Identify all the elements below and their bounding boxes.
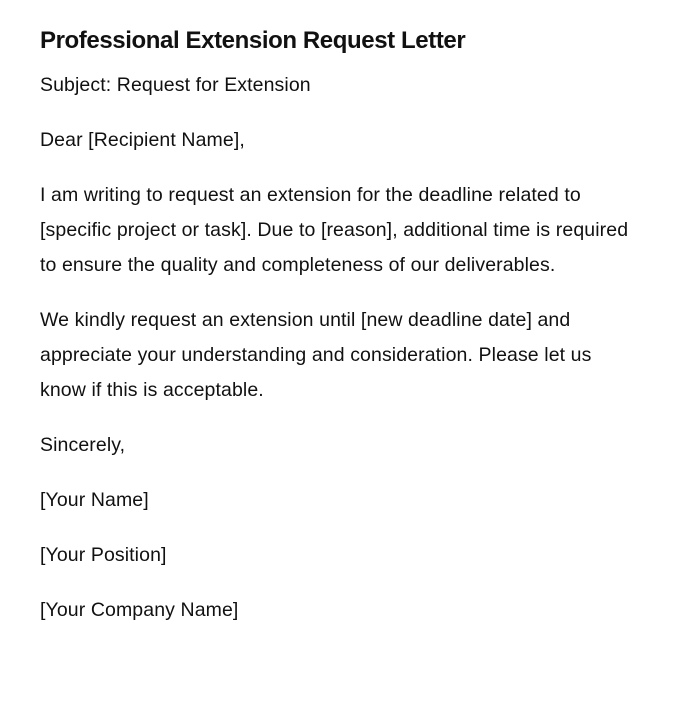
document-title: Professional Extension Request Letter — [40, 27, 466, 54]
signature-position: [Your Position] — [40, 544, 167, 566]
signature-name: [Your Name] — [40, 489, 149, 511]
subject-line: Subject: Request for Extension — [40, 74, 311, 96]
closing: Sincerely, — [40, 434, 126, 456]
signature-company: [Your Company Name] — [40, 599, 239, 621]
letter-document — [40, 24, 640, 628]
body-paragraph-2: We kindly request an extension until [new deadline date] and appreciate your understanding and consideration. Please let us know if this is acceptable. — [40, 309, 592, 401]
salutation: Dear [Recipient Name], — [40, 129, 245, 151]
body-paragraph-1: I am writing to request an extension for the deadline related to [specific project or task]. Due to [reason], additional time is required to ensure the quality and completeness of our deliverables. — [40, 184, 629, 276]
